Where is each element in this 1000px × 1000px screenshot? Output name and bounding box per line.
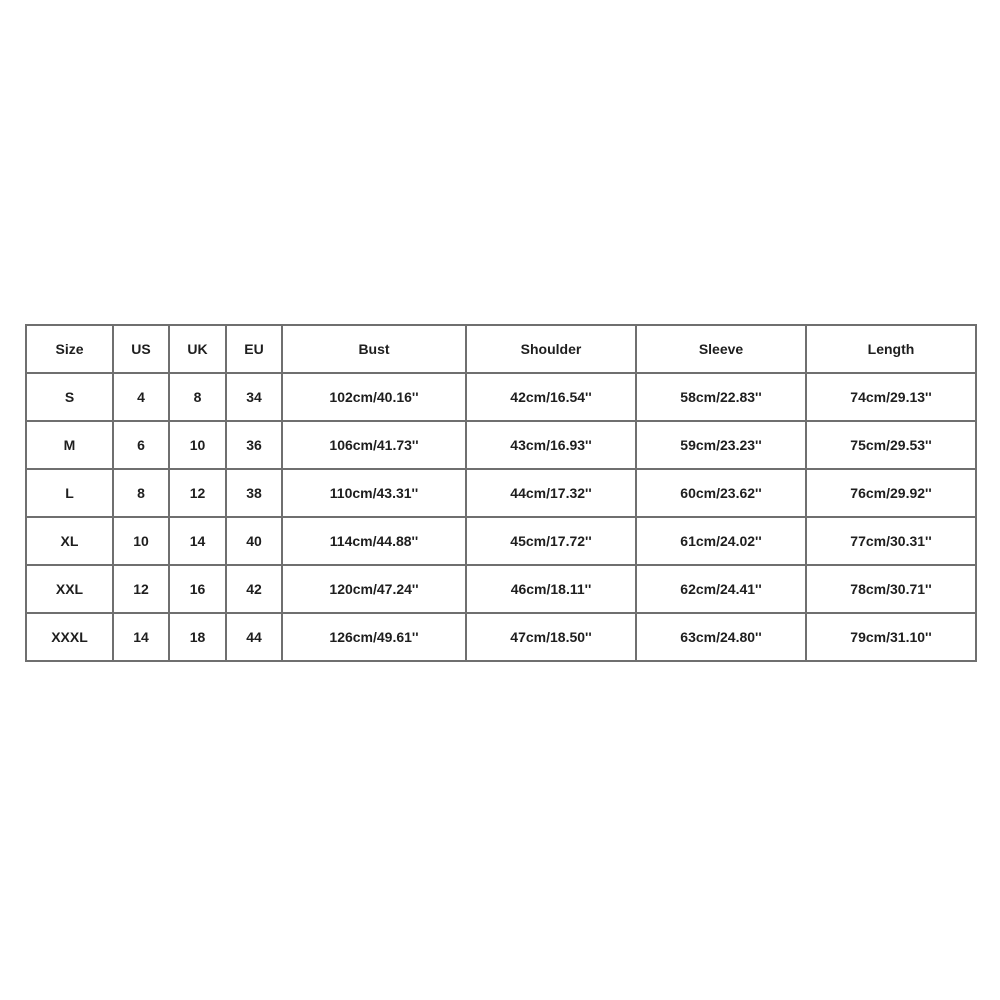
cell-size: XXL <box>26 565 113 613</box>
table-row <box>26 373 976 421</box>
cell-uk: 12 <box>169 469 226 517</box>
cell-sleeve: 62cm/24.41'' <box>636 565 806 613</box>
cell-uk: 10 <box>169 421 226 469</box>
header-eu: EU <box>226 325 282 373</box>
cell-shoulder: 47cm/18.50'' <box>466 613 636 661</box>
cell-us: 10 <box>113 517 169 565</box>
cell-uk: 8 <box>169 373 226 421</box>
cell-sleeve: 60cm/23.62'' <box>636 469 806 517</box>
header-sleeve: Sleeve <box>636 325 806 373</box>
cell-bust: 120cm/47.24'' <box>282 565 466 613</box>
table-row <box>26 469 976 517</box>
size-chart-table <box>25 324 977 662</box>
cell-shoulder: 43cm/16.93'' <box>466 421 636 469</box>
header-length: Length <box>806 325 976 373</box>
cell-bust: 126cm/49.61'' <box>282 613 466 661</box>
table-row <box>26 613 976 661</box>
cell-eu: 40 <box>226 517 282 565</box>
cell-us: 12 <box>113 565 169 613</box>
cell-shoulder: 44cm/17.32'' <box>466 469 636 517</box>
cell-shoulder: 45cm/17.72'' <box>466 517 636 565</box>
cell-size: XL <box>26 517 113 565</box>
cell-sleeve: 61cm/24.02'' <box>636 517 806 565</box>
cell-uk: 18 <box>169 613 226 661</box>
cell-us: 4 <box>113 373 169 421</box>
header-uk: UK <box>169 325 226 373</box>
cell-us: 14 <box>113 613 169 661</box>
cell-length: 78cm/30.71'' <box>806 565 976 613</box>
cell-shoulder: 46cm/18.11'' <box>466 565 636 613</box>
cell-length: 75cm/29.53'' <box>806 421 976 469</box>
cell-us: 8 <box>113 469 169 517</box>
header-us: US <box>113 325 169 373</box>
cell-eu: 42 <box>226 565 282 613</box>
header-shoulder: Shoulder <box>466 325 636 373</box>
table-row <box>26 565 976 613</box>
cell-length: 79cm/31.10'' <box>806 613 976 661</box>
table-row <box>26 421 976 469</box>
cell-length: 77cm/30.31'' <box>806 517 976 565</box>
cell-eu: 38 <box>226 469 282 517</box>
cell-length: 74cm/29.13'' <box>806 373 976 421</box>
cell-us: 6 <box>113 421 169 469</box>
header-bust: Bust <box>282 325 466 373</box>
cell-bust: 102cm/40.16'' <box>282 373 466 421</box>
cell-size: M <box>26 421 113 469</box>
cell-eu: 44 <box>226 613 282 661</box>
cell-eu: 36 <box>226 421 282 469</box>
cell-size: S <box>26 373 113 421</box>
cell-bust: 110cm/43.31'' <box>282 469 466 517</box>
cell-length: 76cm/29.92'' <box>806 469 976 517</box>
table-row <box>26 517 976 565</box>
cell-size: XXXL <box>26 613 113 661</box>
cell-sleeve: 63cm/24.80'' <box>636 613 806 661</box>
cell-sleeve: 59cm/23.23'' <box>636 421 806 469</box>
header-size: Size <box>26 325 113 373</box>
cell-bust: 114cm/44.88'' <box>282 517 466 565</box>
cell-sleeve: 58cm/22.83'' <box>636 373 806 421</box>
cell-uk: 16 <box>169 565 226 613</box>
header-row <box>26 325 976 373</box>
cell-eu: 34 <box>226 373 282 421</box>
cell-uk: 14 <box>169 517 226 565</box>
cell-size: L <box>26 469 113 517</box>
cell-bust: 106cm/41.73'' <box>282 421 466 469</box>
cell-shoulder: 42cm/16.54'' <box>466 373 636 421</box>
